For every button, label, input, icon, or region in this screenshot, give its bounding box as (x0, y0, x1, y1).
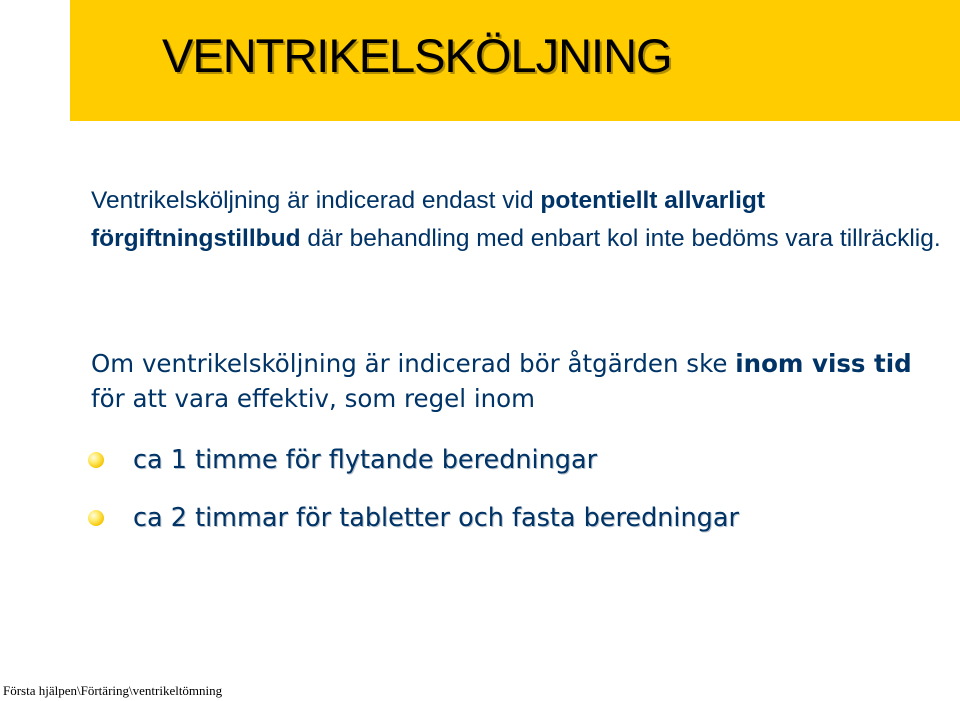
bullet-item (0, 440, 960, 480)
timing-paragraph (91, 346, 951, 416)
intro-emphasis: potentiellt allvarligt förgiftningstillbud (91, 187, 766, 252)
bullet-text: ca 2 timmar för tabletter och fasta beredningar (133, 503, 739, 533)
footer-path: Första hjälpen\Förtäring\ventrikeltömning (3, 683, 223, 698)
yellow-dot-icon (88, 510, 104, 526)
timing-emphasis: inom viss tid (735, 349, 912, 378)
yellow-dot-icon (88, 452, 104, 468)
slide-title: VENTRIKELSKÖLJNING (162, 29, 672, 82)
bullet-text: ca 1 timme för flytande beredningar (133, 445, 598, 475)
bullet-item (0, 498, 960, 538)
timing-text-start: Om ventrikelsköljning är indicerad bör åtgärden ske (91, 349, 736, 378)
intro-text-end: där behandling med enbart kol inte bedöms vara tillräcklig. (300, 225, 941, 252)
timing-text-end: för att vara effektiv, som regel inom (91, 384, 536, 413)
intro-paragraph (91, 182, 941, 258)
intro-text-start: Ventrikelsköljning är indicerad endast vid (91, 187, 541, 214)
